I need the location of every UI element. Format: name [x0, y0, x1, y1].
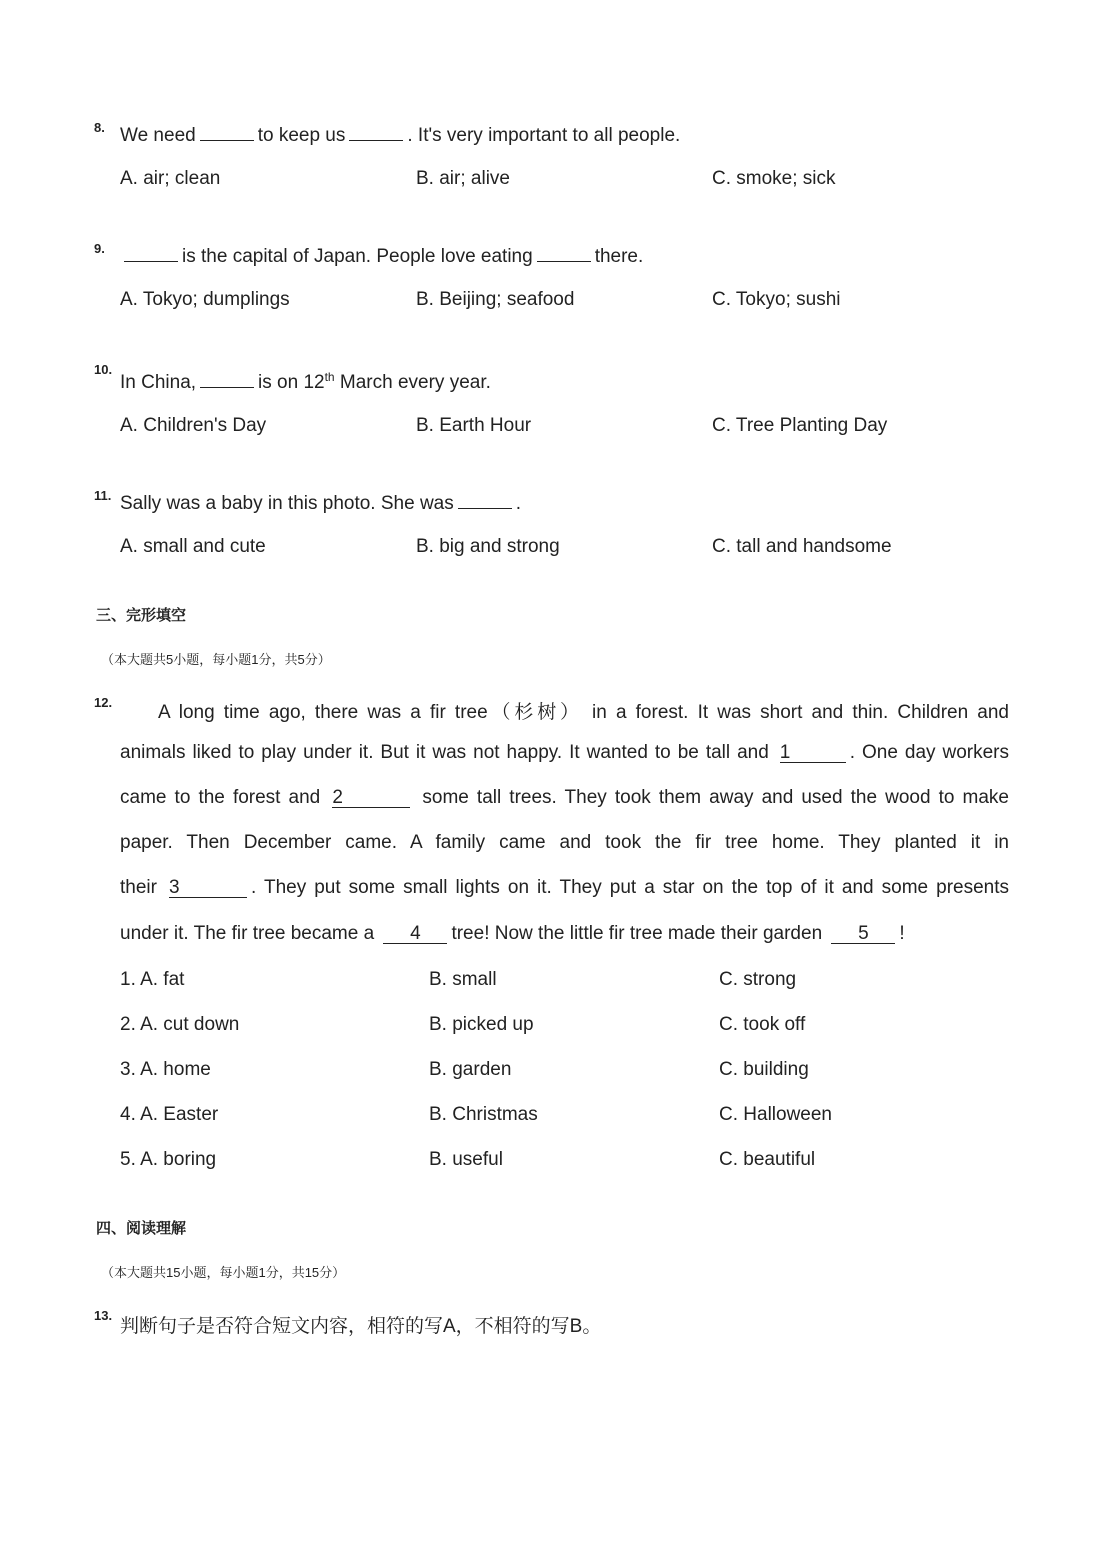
option-a[interactable]: A. Children's Day: [120, 415, 267, 436]
question-stem: 判断句子是否符合短文内容，相符的写A，不相符的写B。: [120, 1316, 602, 1337]
cloze-blank-4: 4: [383, 925, 447, 944]
passage-text: their: [120, 877, 157, 898]
choice-4-b[interactable]: B. Christmas: [429, 1104, 538, 1125]
choice-3-b[interactable]: B. garden: [429, 1059, 512, 1080]
choice-2-a[interactable]: 2. A. cut down: [120, 1014, 240, 1035]
passage-text: !: [899, 923, 905, 944]
choice-1-c[interactable]: C. strong: [719, 969, 797, 990]
answer-blank: [537, 243, 591, 262]
cloze-blank-5: 5: [831, 925, 895, 944]
choice-1-b[interactable]: B. small: [429, 969, 497, 990]
choice-2-b[interactable]: B. picked up: [429, 1014, 534, 1035]
option-c[interactable]: C. Tree Planting Day: [712, 415, 888, 436]
passage-text: under it. The fir tree became a: [120, 923, 375, 944]
option-c[interactable]: C. Tokyo; sushi: [712, 289, 841, 310]
option-a[interactable]: A. small and cute: [120, 536, 266, 557]
passage-text: tree! Now the little fir tree made their garden: [451, 923, 823, 944]
question-number: 12.: [94, 695, 113, 710]
passage-line: [120, 787, 1009, 809]
option-b[interactable]: B. Earth Hour: [416, 415, 532, 436]
choice-3-c[interactable]: C. building: [719, 1059, 809, 1080]
stem-text: Sally was a baby in this photo. She was: [120, 493, 454, 514]
passage-line: [120, 832, 1009, 854]
answer-blank: [349, 122, 403, 141]
question-stem: [120, 122, 680, 147]
choice-4-a[interactable]: 4. A. Easter: [120, 1104, 219, 1125]
option-c[interactable]: C. smoke; sick: [712, 168, 836, 189]
cloze-blank-3: 3: [169, 879, 247, 898]
option-b[interactable]: B. Beijing; seafood: [416, 289, 575, 310]
stem-text: .: [515, 493, 522, 514]
stem-text: We need: [120, 125, 196, 146]
choice-5-a[interactable]: 5. A. boring: [120, 1149, 217, 1170]
passage-text: . They put some small lights on it. They put a star on the top of it and some presents: [251, 877, 1009, 898]
passage-text: animals liked to play under it. But it was not happy. It wanted to be tall and: [120, 742, 769, 763]
section-title: 三、完形填空: [96, 607, 187, 624]
question-number: 11.: [94, 488, 112, 503]
option-a[interactable]: A. air; clean: [120, 168, 221, 189]
stem-text: In China,: [120, 372, 197, 393]
question-stem: [120, 490, 521, 515]
question-stem: [120, 369, 491, 394]
passage-text: some tall trees. They took them away and used the wood to make: [422, 787, 1009, 808]
section-note: （本大题共15小题，每小题1分，共15分）: [101, 1265, 346, 1280]
option-b[interactable]: B. big and strong: [416, 536, 560, 557]
ordinal-suffix: th: [324, 370, 335, 384]
answer-blank: [200, 122, 254, 141]
choice-4-c[interactable]: C. Halloween: [719, 1104, 832, 1125]
passage-line: [120, 742, 1009, 764]
answer-blank: [458, 490, 512, 509]
answer-blank: [200, 369, 254, 388]
stem-text: to keep us: [257, 125, 346, 146]
answer-blank: [124, 243, 178, 262]
stem-text: there.: [594, 246, 644, 267]
stem-text: . It's very important to all people.: [407, 125, 681, 146]
passage-line: [120, 877, 1009, 899]
question-number: 9.: [94, 241, 105, 256]
passage-line: [158, 697, 1009, 724]
option-a[interactable]: A. Tokyo; dumplings: [120, 289, 290, 310]
passage-text: . One day workers: [849, 742, 1010, 763]
option-b[interactable]: B. air; alive: [416, 168, 510, 189]
choice-5-b[interactable]: B. useful: [429, 1149, 503, 1170]
option-c[interactable]: C. tall and handsome: [712, 536, 892, 557]
choice-2-c[interactable]: C. took off: [719, 1014, 806, 1035]
stem-text: is the capital of Japan. People love eating: [182, 246, 533, 267]
choice-1-a[interactable]: 1. A. fat: [120, 969, 185, 990]
section-note: （本大题共5小题，每小题1分，共5分）: [101, 652, 331, 667]
choice-5-c[interactable]: C. beautiful: [719, 1149, 816, 1170]
question-number: 13.: [94, 1308, 113, 1323]
choice-3-a[interactable]: 3. A. home: [120, 1059, 211, 1080]
passage-text: paper. Then December came. A family came and took the fir tree home. They planted it in: [120, 832, 1009, 853]
question-stem: [120, 243, 643, 268]
passage-text: came to the forest and: [120, 787, 321, 808]
passage-line: [120, 923, 1009, 945]
stem-text: is on 12: [258, 372, 325, 393]
cloze-blank-1: 1: [780, 744, 846, 763]
question-number: 8.: [94, 120, 105, 135]
section-title: 四、阅读理解: [96, 1220, 187, 1237]
passage-text: A long time ago, there was a fir tree（杉树） in a forest. It was short and thin. Children and: [158, 702, 1009, 723]
question-number: 10.: [94, 362, 113, 377]
cloze-blank-2: 2: [332, 789, 410, 808]
stem-text: March every year.: [339, 372, 491, 393]
